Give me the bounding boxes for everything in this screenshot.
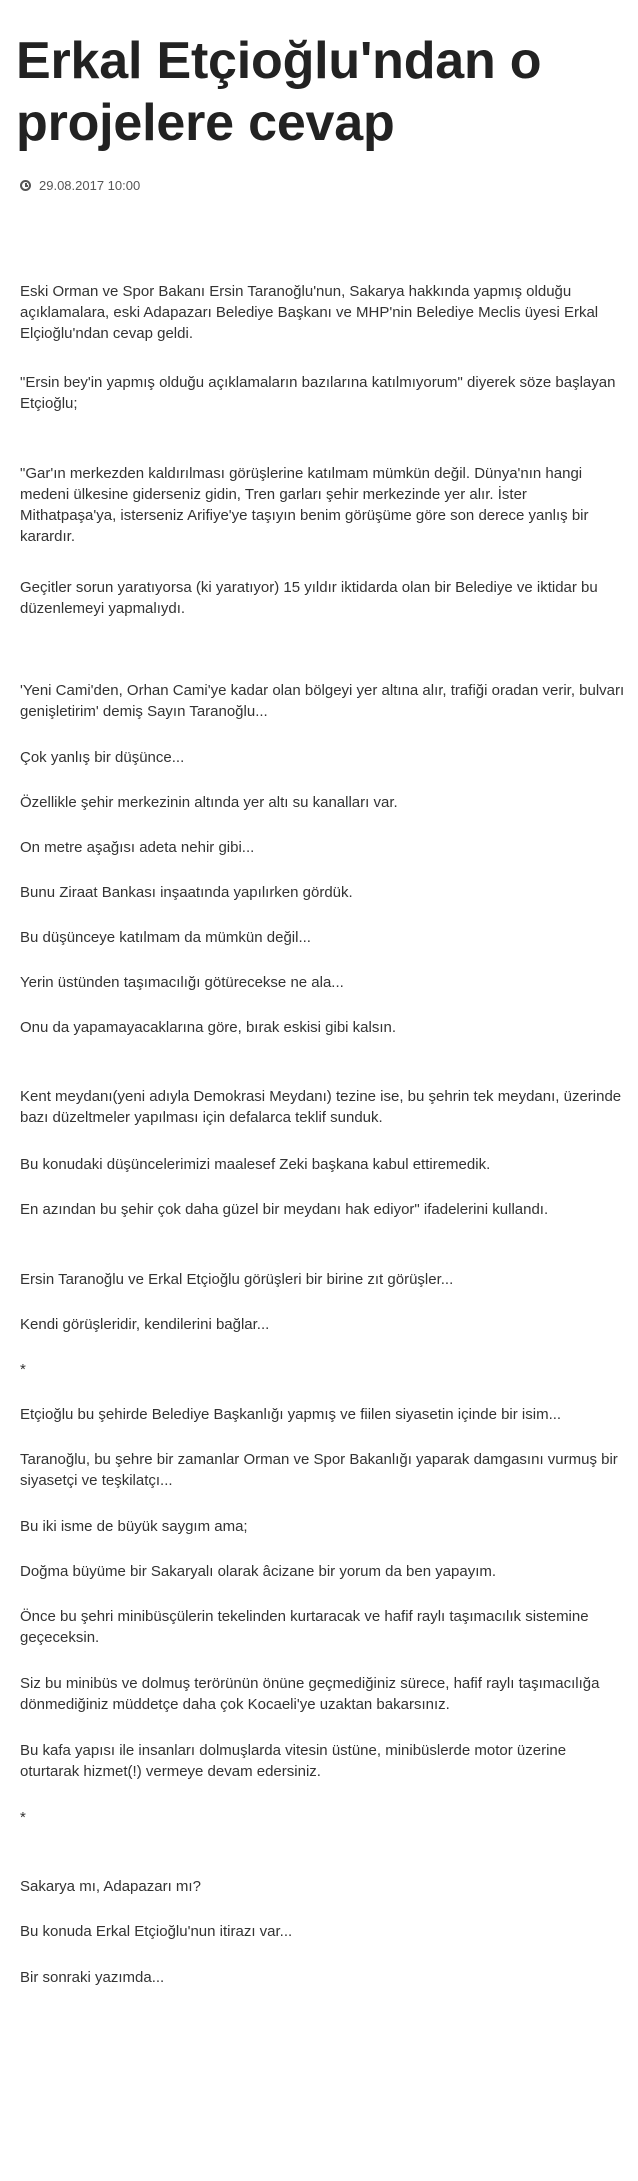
paragraph-8: On metre aşağısı adeta nehir gibi... xyxy=(20,839,255,856)
paragraph-1: Eski Orman ve Spor Bakanı Ersin Taranoğlu'nun, Sakarya hakkında yapmış olduğu açıklamalara, eski Adapazarı Belediye Başkanı ve MHP'nin Belediye Meclis üyesi Erkal Elçioğlu'ndan cevap geldi. xyxy=(20,283,599,342)
paragraph-19: Taranoğlu, bu şehre bir zamanlar Orman ve Spor Bakanlığı yaparak damgasını vurmuş bir siyasetçi ve teşkilatçı... xyxy=(20,1451,618,1489)
paragraph-4: Geçitler sorun yaratıyorsa (ki yaratıyor) 15 yıldır iktidarda olan bir Belediye ve iktidar bu düzenlemeyi yapmalıydı. xyxy=(20,579,598,617)
paragraph-14: Bu konudaki düşüncelerimizi maalesef Zeki başkana kabul ettiremedik. xyxy=(20,1156,491,1173)
separator-2: * xyxy=(20,1809,26,1826)
paragraph-15: En azından bu şehir çok daha güzel bir meydanı hak ediyor" ifadelerini kullandı. xyxy=(20,1201,549,1218)
paragraph-23: Siz bu minibüs ve dolmuş terörünün önüne geçmediğiniz sürece, hafif raylı taşımacılığa dönmediğiniz müddetçe daha çok Kocaeli'ye uzaktan bakarsınız. xyxy=(20,1675,600,1713)
paragraph-7: Özellikle şehir merkezinin altında yer altı su kanalları var. xyxy=(20,794,398,811)
paragraph-12: Onu da yapamayacaklarına göre, bırak eskisi gibi kalsın. xyxy=(20,1019,397,1036)
clock-icon xyxy=(20,180,31,191)
separator-1: * xyxy=(20,1361,26,1378)
paragraph-20: Bu iki isme de büyük saygım ama; xyxy=(20,1518,248,1535)
paragraph-13: Kent meydanı(yeni adıyla Demokrasi Meydanı) tezine ise, bu şehrin tek meydanı, üzerinde bazı düzeltmeler yapılması için defalarca teklif sunduk. xyxy=(20,1088,622,1126)
paragraph-18: Etçioğlu bu şehirde Belediye Başkanlığı yapmış ve fiilen siyasetin içinde bir isim... xyxy=(20,1406,562,1423)
paragraph-27: Bir sonraki yazımda... xyxy=(20,1969,165,1986)
paragraph-24: Bu kafa yapısı ile insanları dolmuşlarda vitesin üstüne, minibüslerde motor üzerine oturtarak hizmet(!) vermeye devam edersiniz. xyxy=(20,1742,567,1780)
paragraph-6: Çok yanlış bir düşünce... xyxy=(20,749,185,766)
paragraph-22: Önce bu şehri minibüsçülerin tekelinden kurtaracak ve hafif raylı taşımacılık sistemine geçeceksin. xyxy=(20,1608,589,1646)
publish-date: 29.08.2017 10:00 xyxy=(39,177,141,193)
paragraph-9: Bunu Ziraat Bankası inşaatında yapılırken gördük. xyxy=(20,884,353,901)
paragraph-16: Ersin Taranoğlu ve Erkal Etçioğlu görüşleri bir birine zıt görüşler... xyxy=(20,1271,454,1288)
paragraph-26: Bu konuda Erkal Etçioğlu'nun itirazı var... xyxy=(20,1923,293,1940)
paragraph-3: "Gar'ın merkezden kaldırılması görüşlerine katılmam mümkün değil. Dünya'nın hangi medeni ülkesine giderseniz gidin, Tren garları şehir merkezinde yer alır. İster Mithatpaşa'ya, isterseniz Arifiye'ye taşıyın benim görüşüme göre son derece yanlış bir karardır. xyxy=(20,465,589,545)
paragraph-17: Kendi görüşleridir, kendilerini bağlar... xyxy=(20,1316,270,1333)
paragraph-25: Sakarya mı, Adapazarı mı? xyxy=(20,1878,201,1895)
paragraph-21: Doğma büyüme bir Sakaryalı olarak âcizane bir yorum da ben yapayım. xyxy=(20,1563,497,1580)
paragraph-2: "Ersin bey'in yapmış olduğu açıklamaların bazılarına katılmıyorum" diyerek söze başlayan Etçioğlu; xyxy=(20,374,616,412)
paragraph-5: 'Yeni Cami'den, Orhan Cami'ye kadar olan bölgeyi yer altına alır, trafiği oradan verir, bulvarı genişletirim' demiş Sayın Taranoğlu... xyxy=(20,682,625,720)
article-title: Erkal Etçioğlu'ndan o projelere cevap xyxy=(16,32,542,152)
article-meta xyxy=(20,176,140,194)
paragraph-10: Bu düşünceye katılmam da mümkün değil... xyxy=(20,929,311,946)
paragraph-11: Yerin üstünden taşımacılığı götürecekse ne ala... xyxy=(20,974,344,991)
